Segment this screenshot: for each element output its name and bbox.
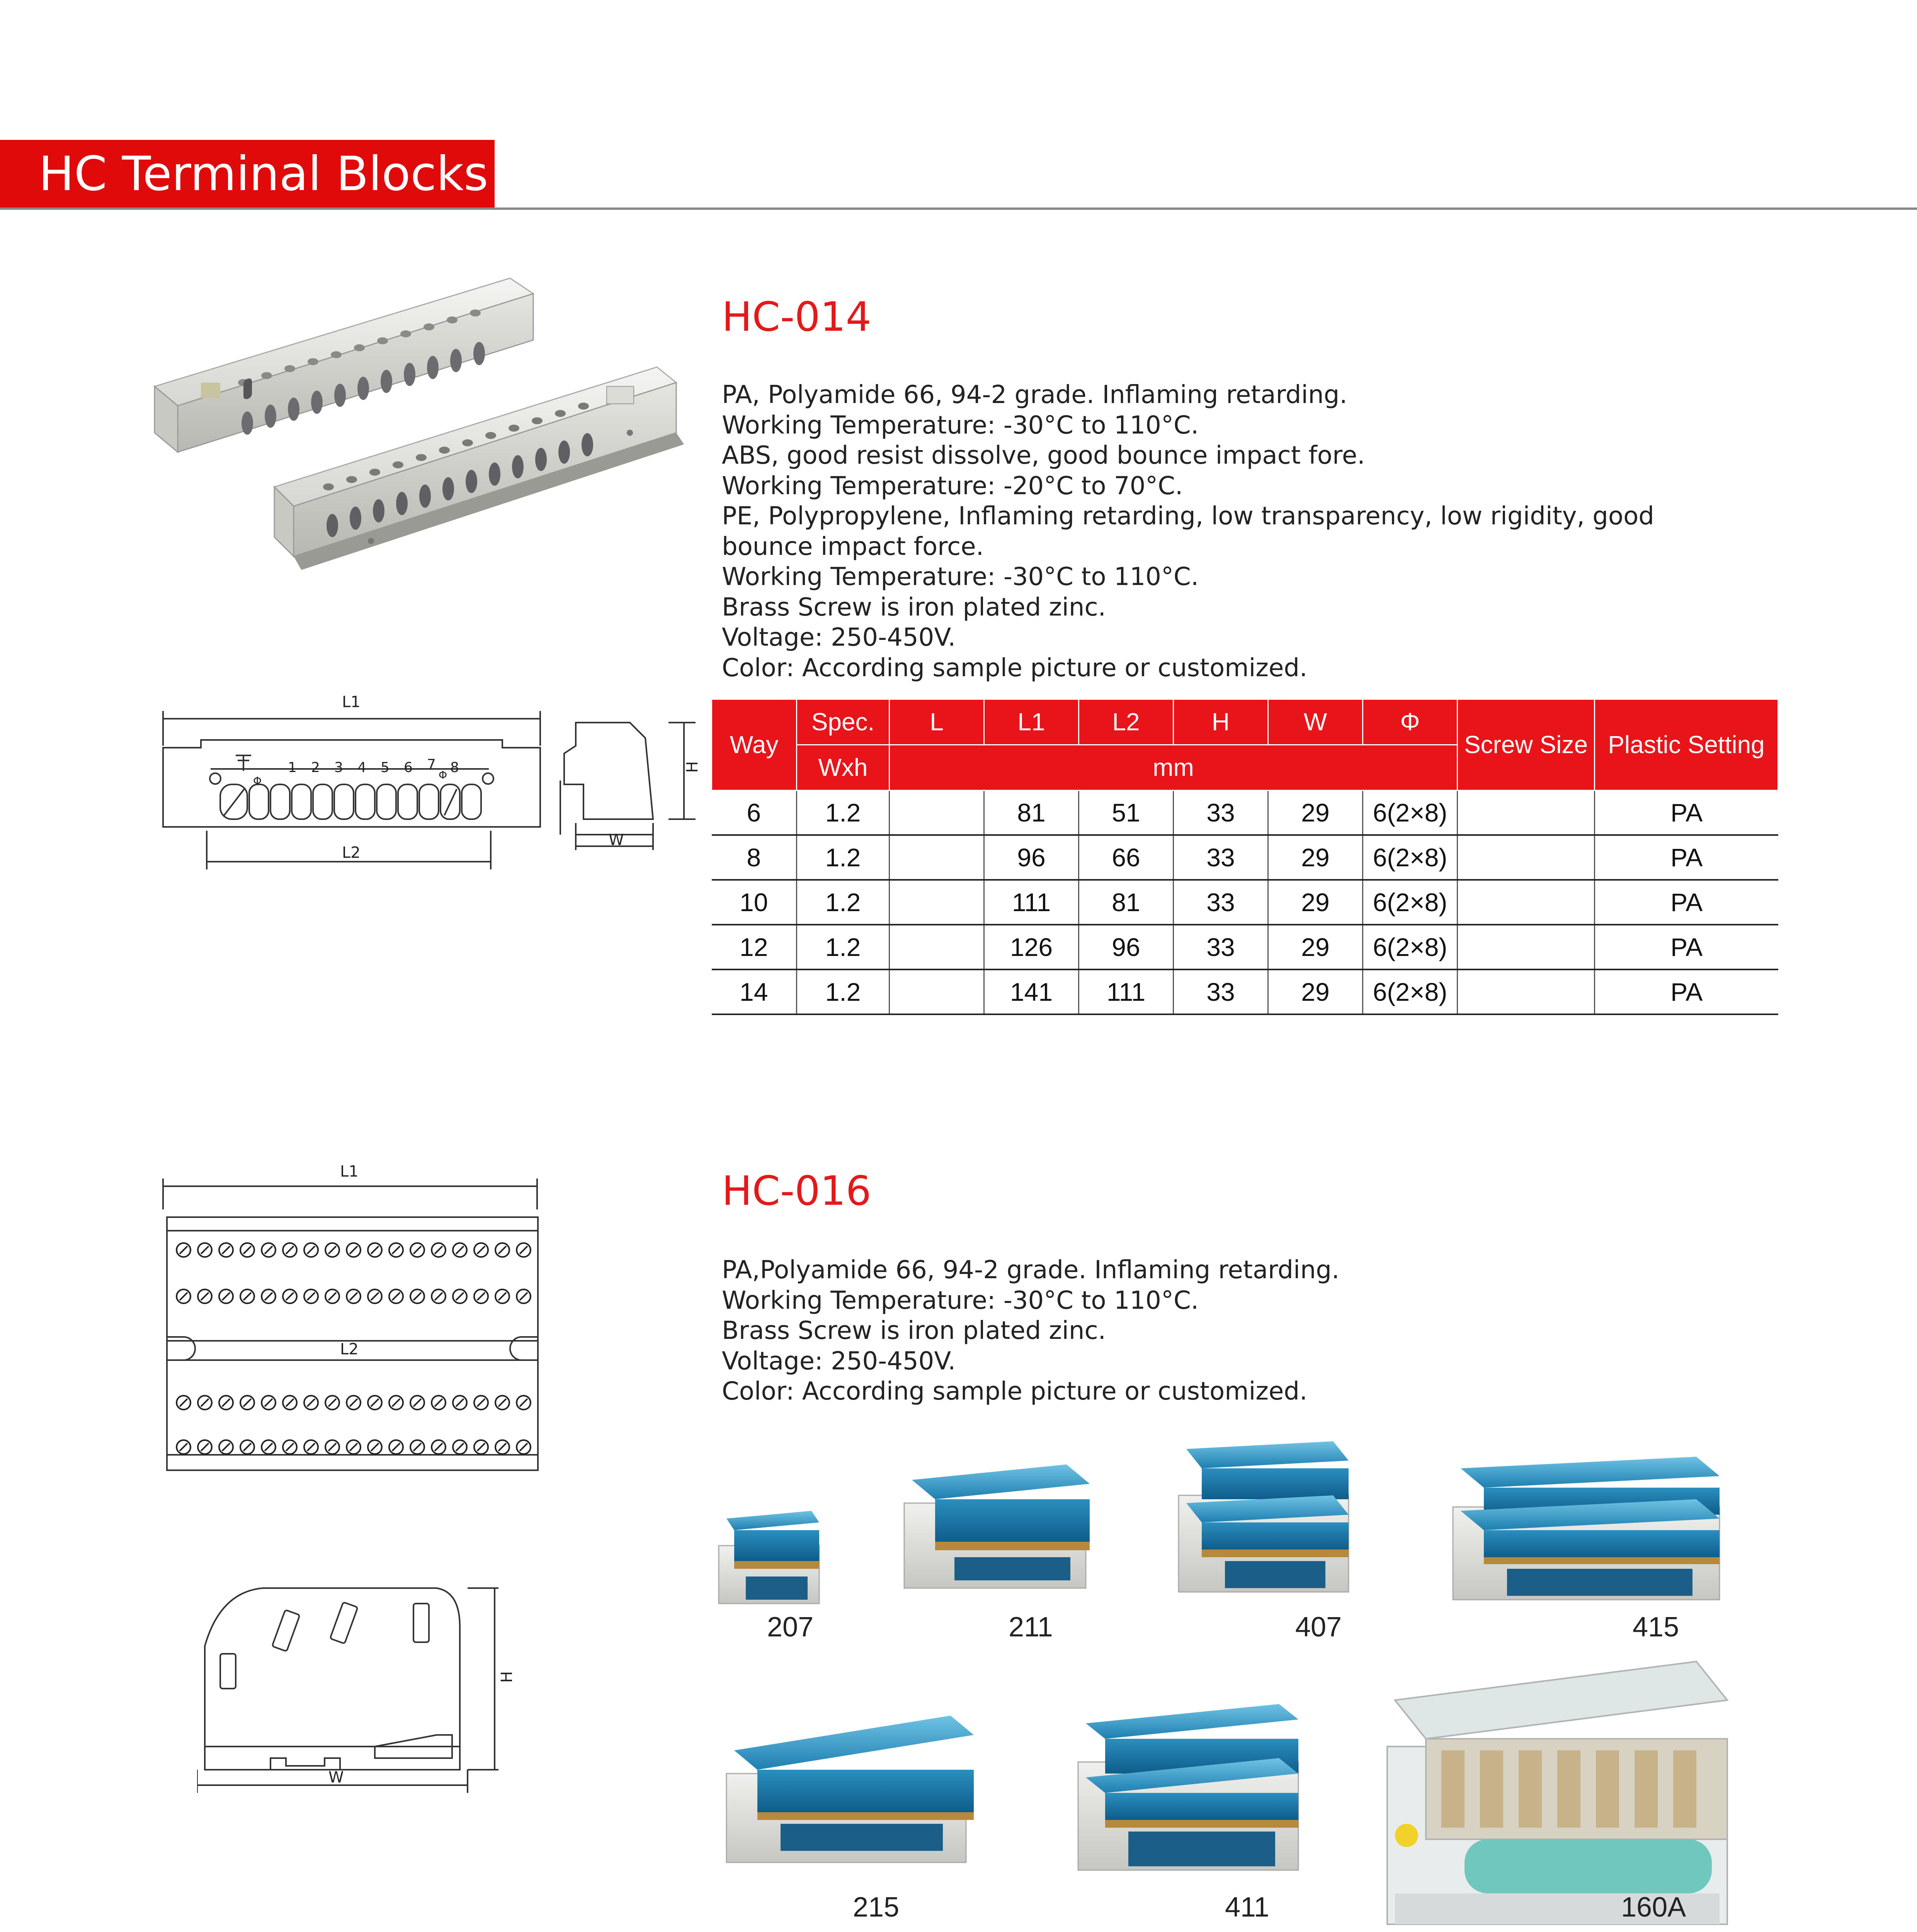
product-image-211 — [896, 1457, 1097, 1596]
table-cell: 8 — [712, 835, 797, 880]
product-image-411 — [1070, 1696, 1306, 1878]
desc-line: PE, Polypropylene, Inflaming retarding, low transparency, low rigidity, good — [722, 502, 1654, 531]
terminal-number: 3 — [334, 760, 343, 776]
table-cell: 33 — [1174, 880, 1268, 925]
hc016-l2-label: L2 — [340, 1340, 359, 1358]
table-cell: 6 — [712, 791, 797, 835]
table-row — [712, 835, 1778, 880]
table-cell: 14 — [712, 969, 797, 1014]
hc014-w-label: W — [609, 831, 624, 849]
table-cell: 1.2 — [797, 925, 890, 969]
table-cell — [1458, 969, 1595, 1014]
table-cell: PA — [1595, 791, 1778, 835]
product-image-160A — [1372, 1654, 1743, 1932]
table-cell: 126 — [984, 925, 1079, 969]
col-way: Way — [712, 699, 797, 791]
table-cell — [1458, 880, 1595, 925]
table-cell: 66 — [1079, 835, 1174, 880]
desc-line: bounce impact force. — [722, 532, 984, 561]
hc016-description — [722, 1255, 1339, 1407]
desc-line: Brass Screw is iron plated zinc. — [722, 1316, 1106, 1345]
col-l: L — [890, 699, 984, 745]
table-cell — [890, 925, 984, 969]
table-cell — [890, 880, 984, 925]
hc016-top-drawing — [155, 1163, 549, 1472]
table-cell: 1.2 — [797, 835, 890, 880]
hc014-phi-left: Φ — [253, 774, 262, 787]
table-cell — [1458, 791, 1595, 835]
hc014-spec-table — [711, 699, 1779, 1015]
desc-line: Color: According sample picture or customized. — [722, 653, 1308, 682]
col-spec: Spec. — [797, 699, 890, 745]
desc-line: Voltage: 250-450V. — [722, 623, 956, 652]
table-cell: 33 — [1174, 835, 1268, 880]
table-row — [712, 969, 1778, 1014]
table-cell: PA — [1595, 969, 1778, 1014]
terminal-number: 7 — [427, 757, 436, 772]
table-cell: PA — [1595, 880, 1778, 925]
table-cell: 141 — [984, 969, 1079, 1014]
col-h: H — [1174, 699, 1268, 745]
hc014-description — [722, 380, 1654, 683]
table-cell: 6(2×8) — [1363, 791, 1458, 835]
product-image-207 — [711, 1507, 827, 1607]
terminal-number: 2 — [311, 760, 320, 776]
table-row — [712, 880, 1778, 925]
table-cell — [1458, 835, 1595, 880]
table-cell: 81 — [984, 791, 1079, 835]
col-screw-size: Screw Size — [1458, 699, 1595, 791]
col-mm: mm — [890, 745, 1458, 791]
hc016-side-drawing — [197, 1577, 529, 1793]
terminal-number: 8 — [450, 760, 459, 776]
desc-line: Working Temperature: -20°C to 70°C. — [722, 471, 1183, 500]
table-cell: 29 — [1268, 835, 1363, 880]
desc-line: Working Temperature: -30°C to 110°C. — [722, 411, 1199, 440]
product-image-407 — [1171, 1437, 1356, 1600]
table-cell: 111 — [984, 880, 1079, 925]
col-wxh: Wxh — [797, 745, 890, 791]
caption-207: 207 — [767, 1612, 814, 1643]
desc-line: ABS, good resist dissolve, good bounce impact fore. — [722, 441, 1365, 470]
table-cell: 6(2×8) — [1363, 925, 1458, 969]
table-cell — [890, 835, 984, 880]
desc-line: PA,Polyamide 66, 94-2 grade. Inflaming retarding. — [722, 1256, 1340, 1284]
table-cell: 1.2 — [797, 880, 890, 925]
terminal-number: 1 — [288, 760, 297, 776]
table-cell: 29 — [1268, 880, 1363, 925]
col-l2: L2 — [1079, 699, 1174, 745]
table-row — [712, 925, 1778, 969]
table-cell: 96 — [1079, 925, 1174, 969]
caption-160A: 160A — [1621, 1892, 1686, 1923]
hc014-technical-drawing — [155, 688, 719, 869]
col-plastic-setting: Plastic Setting — [1595, 699, 1778, 791]
hc016-h-label: H — [498, 1671, 516, 1683]
table-cell — [890, 791, 984, 835]
hc014-h-label: H — [684, 761, 701, 773]
table-cell: 33 — [1174, 791, 1268, 835]
table-cell: 6(2×8) — [1363, 969, 1458, 1014]
table-cell: 1.2 — [797, 969, 890, 1014]
col-phi: Φ — [1363, 699, 1458, 745]
hc014-l2-label: L2 — [342, 844, 361, 862]
caption-415: 415 — [1633, 1612, 1679, 1643]
table-cell: PA — [1595, 835, 1778, 880]
page-title: HC Terminal Blocks — [39, 146, 488, 201]
table-row — [712, 791, 1778, 835]
desc-line: Voltage: 250-450V. — [722, 1347, 956, 1376]
desc-line: Color: According sample picture or customized. — [722, 1377, 1308, 1406]
hc016-w-label: W — [328, 1769, 344, 1786]
table-cell: 1.2 — [797, 791, 890, 835]
desc-line: Brass Screw is iron plated zinc. — [722, 593, 1106, 622]
hc016-l1-label: L1 — [340, 1163, 359, 1180]
table-cell — [890, 969, 984, 1014]
col-l1: L1 — [984, 699, 1079, 745]
terminal-number: 4 — [357, 760, 366, 776]
desc-line: Working Temperature: -30°C to 110°C. — [722, 1286, 1199, 1315]
table-cell: 96 — [984, 835, 1079, 880]
terminal-number: 6 — [404, 760, 413, 776]
col-w: W — [1268, 699, 1363, 745]
caption-211: 211 — [1009, 1612, 1053, 1643]
caption-411: 411 — [1225, 1892, 1269, 1923]
hc014-phi-right: Φ — [439, 769, 447, 781]
table-cell: 81 — [1079, 880, 1174, 925]
table-cell: 29 — [1268, 925, 1363, 969]
caption-407: 407 — [1295, 1612, 1342, 1643]
hc014-model-title: HC-014 — [722, 293, 871, 340]
product-image-415 — [1445, 1453, 1727, 1607]
table-cell: 33 — [1174, 925, 1268, 969]
hc016-model-title: HC-016 — [722, 1167, 871, 1214]
table-cell: 51 — [1079, 791, 1174, 835]
header-rule — [0, 207, 1917, 210]
hc014-table-body — [712, 791, 1778, 1015]
table-cell: 111 — [1079, 969, 1174, 1014]
desc-line: PA, Polyamide 66, 94-2 grade. Inflaming retarding. — [722, 381, 1347, 409]
table-cell: 12 — [712, 925, 797, 969]
table-cell: PA — [1595, 925, 1778, 969]
table-cell: 6(2×8) — [1363, 835, 1458, 880]
desc-line: Working Temperature: -30°C to 110°C. — [722, 563, 1199, 591]
table-cell: 6(2×8) — [1363, 880, 1458, 925]
caption-215: 215 — [853, 1892, 900, 1923]
table-cell: 29 — [1268, 791, 1363, 835]
hc014-l1-label: L1 — [342, 693, 361, 711]
table-cell: 10 — [712, 880, 797, 925]
hc014-product-photo — [147, 270, 688, 587]
table-cell — [1458, 925, 1595, 969]
table-cell: 29 — [1268, 969, 1363, 1014]
product-image-215 — [719, 1708, 981, 1870]
table-cell: 33 — [1174, 969, 1268, 1014]
terminal-number: 5 — [381, 760, 390, 776]
